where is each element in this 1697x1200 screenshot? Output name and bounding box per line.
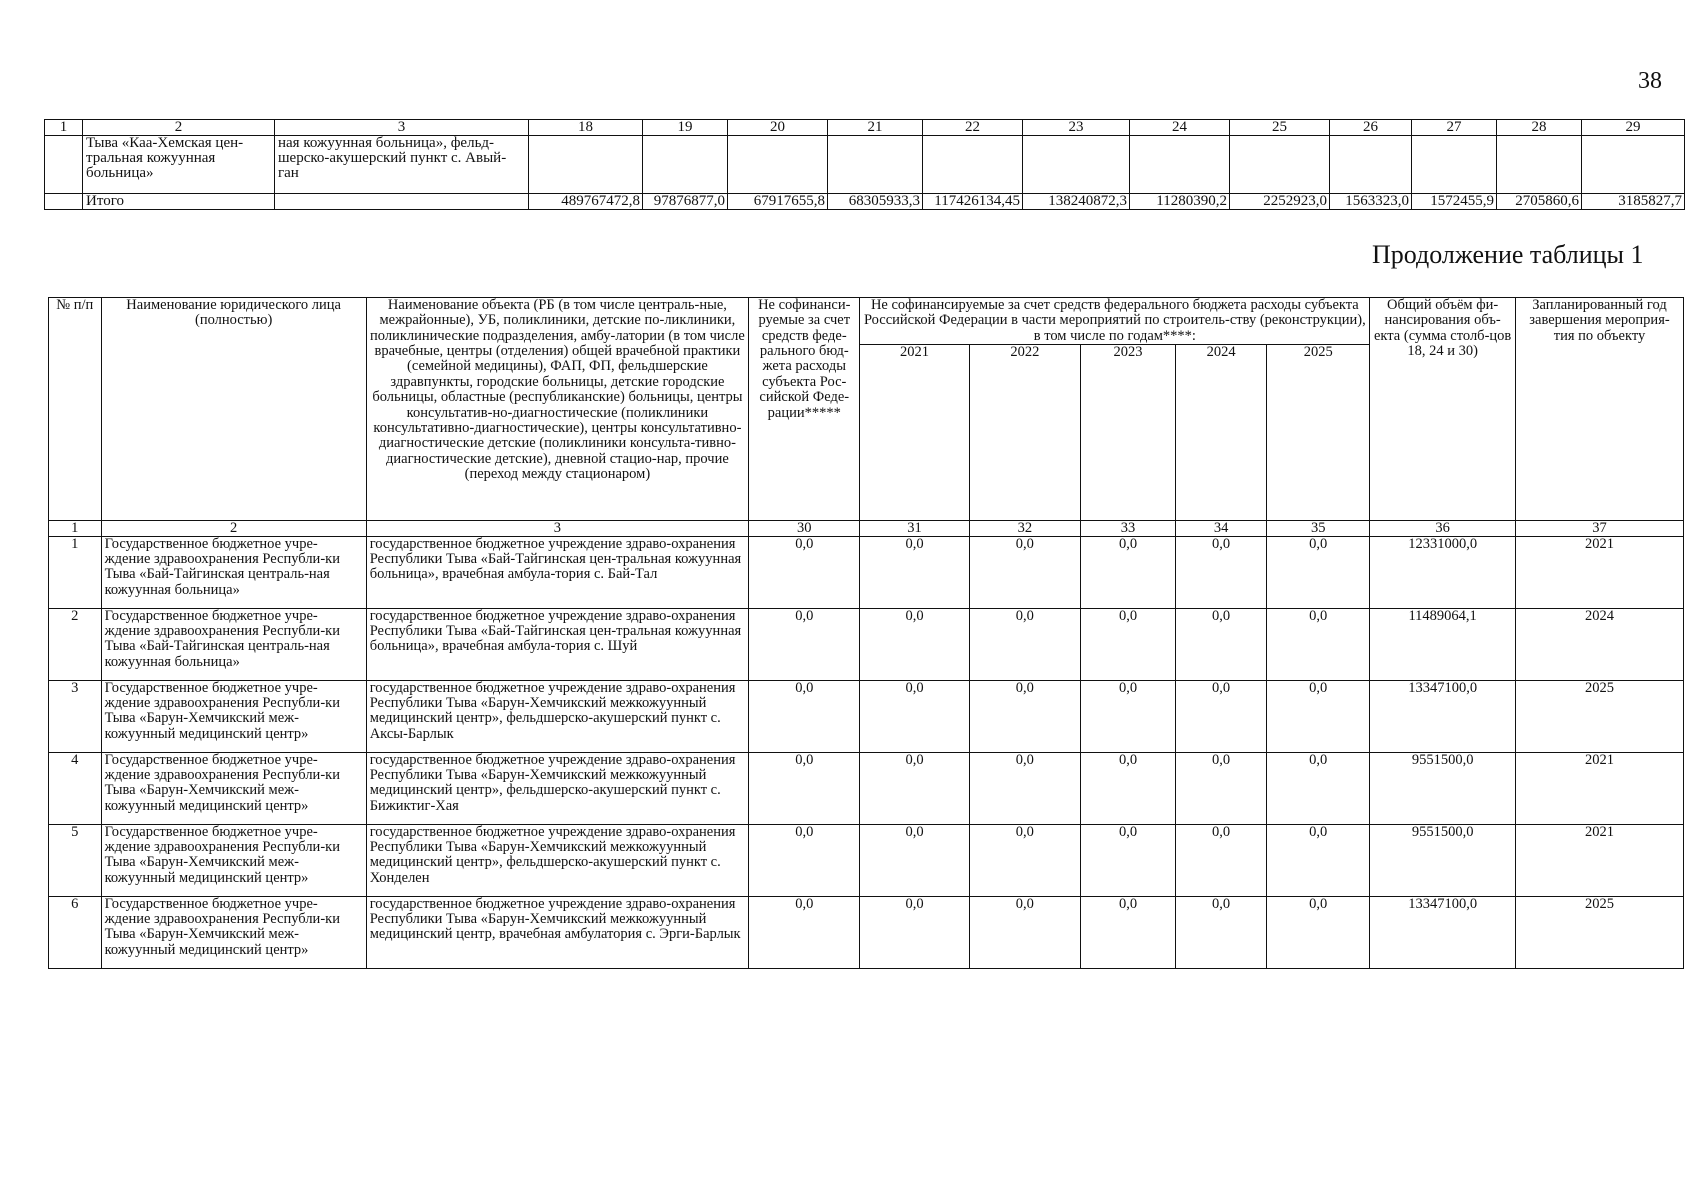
value-cell: 0,0: [1267, 896, 1370, 968]
column-number: 22: [923, 120, 1023, 136]
object-cell: государственное бюджетное учреждение здраво-охранения Республики Тыва «Барун-Хемчикский межкожуунный медицинский центр, врачебная амбулатория с. Эрги-Барлык: [366, 896, 748, 968]
header-year: 2021: [860, 345, 969, 521]
total-label: Итого: [83, 194, 275, 210]
column-number: 33: [1080, 521, 1175, 537]
column-number: 37: [1515, 521, 1683, 537]
column-number: 23: [1023, 120, 1130, 136]
column-number: 2: [83, 120, 275, 136]
legal-entity-cell: Государственное бюджетное учре-ждение здравоохранения Республи-ки Тыва «Барун-Хемчикский меж-кожуунный медицинский центр»: [101, 752, 366, 824]
value-cell: 0,0: [749, 536, 860, 608]
total-row: [45, 194, 1685, 210]
object-cell: государственное бюджетное учреждение здраво-охранения Республики Тыва «Барун-Хемчикский межкожуунный медицинский центр», фельдшерско-акушерский пункт с. Бижиктиг-Хая: [366, 752, 748, 824]
column-number: 18: [529, 120, 643, 136]
column-number: 30: [749, 521, 860, 537]
value-cell: 0,0: [860, 680, 969, 752]
header-year: 2024: [1176, 345, 1267, 521]
legal-entity-cell: Государственное бюджетное учре-ждение здравоохранения Республи-ки Тыва «Барун-Хемчикский меж-кожуунный медицинский центр»: [101, 824, 366, 896]
value-cell: 0,0: [1176, 824, 1267, 896]
header-not-cofinanced: Не софинанси-руемые за счет средств феде-рального бюд-жета расходы субъекта Рос-сийской Феде-рации*****: [749, 298, 860, 521]
legal-entity-cell: Государственное бюджетное учре-ждение здравоохранения Республи-ки Тыва «Барун-Хемчикский меж-кожуунный медицинский центр»: [101, 680, 366, 752]
table-row: [49, 752, 1684, 824]
header-planned-year: Запланированный год завершения мероприя-тия по объекту: [1515, 298, 1683, 521]
column-number: 21: [828, 120, 923, 136]
column-number: 32: [969, 521, 1080, 537]
header-not-cofinanced-by-years: Не софинансируемые за счет средств федерального бюджета расходы субъекта Российской Федерации в части мероприятий по строитель-ству (реконструкции), в том числе по годам****:: [860, 298, 1370, 345]
column-number: 27: [1412, 120, 1497, 136]
planned-year-cell: 2025: [1515, 896, 1683, 968]
value-cell: 0,0: [1176, 608, 1267, 680]
continued-table-fragment: [44, 119, 1685, 210]
value-cell: 0,0: [1080, 752, 1175, 824]
column-number: 24: [1130, 120, 1230, 136]
value-cell: 0,0: [749, 752, 860, 824]
column-number: 1: [49, 521, 102, 537]
value-cell: 0,0: [1080, 608, 1175, 680]
planned-year-cell: 2021: [1515, 824, 1683, 896]
total-value: 1572455,9: [1412, 194, 1497, 210]
value-cell: 0,0: [1267, 536, 1370, 608]
column-number: 3: [366, 521, 748, 537]
value-cell: 0,0: [1267, 680, 1370, 752]
value-cell: 0,0: [860, 536, 969, 608]
value-cell: 0,0: [749, 608, 860, 680]
value-cell: 0,0: [1080, 680, 1175, 752]
total-value: 2252923,0: [1230, 194, 1330, 210]
value-cell: 0,0: [969, 680, 1080, 752]
total-value: 117426134,45: [923, 194, 1023, 210]
column-number: 26: [1330, 120, 1412, 136]
total-volume-cell: 13347100,0: [1370, 680, 1516, 752]
value-cell: 0,0: [969, 824, 1080, 896]
row-number: 6: [49, 896, 102, 968]
object-cell: ная кожуунная больница», фельд-шерско-акушерский пункт с. Авый-ган: [275, 136, 529, 194]
value-cell: 0,0: [1176, 680, 1267, 752]
total-value: 97876877,0: [643, 194, 728, 210]
object-cell: государственное бюджетное учреждение здраво-охранения Республики Тыва «Барун-Хемчикский межкожуунный медицинский центр», фельдшерско-акушерский пункт с. Хонделен: [366, 824, 748, 896]
value-cell: 0,0: [1176, 896, 1267, 968]
value-cell: 0,0: [1080, 536, 1175, 608]
total-value: 68305933,3: [828, 194, 923, 210]
value-cell: 0,0: [1267, 824, 1370, 896]
column-number: 1: [45, 120, 83, 136]
value-cell: 0,0: [1080, 896, 1175, 968]
value-cell: 0,0: [969, 896, 1080, 968]
column-number: 29: [1582, 120, 1685, 136]
total-value: 489767472,8: [529, 194, 643, 210]
page-number: 38: [1638, 68, 1662, 94]
legal-entity-cell: Государственное бюджетное учре-ждение здравоохранения Республи-ки Тыва «Бай-Тайгинская централь-ная кожуунная больница»: [101, 536, 366, 608]
value-cell: 0,0: [969, 536, 1080, 608]
column-number: 19: [643, 120, 728, 136]
row-number: 1: [49, 536, 102, 608]
row-number: 4: [49, 752, 102, 824]
column-number: 25: [1230, 120, 1330, 136]
value-cell: 0,0: [1080, 824, 1175, 896]
column-number-row: [45, 120, 1685, 136]
total-value: 138240872,3: [1023, 194, 1130, 210]
column-number: 28: [1497, 120, 1582, 136]
header-year: 2025: [1267, 345, 1370, 521]
value-cell: 0,0: [860, 896, 969, 968]
table-row: [49, 896, 1684, 968]
planned-year-cell: 2025: [1515, 680, 1683, 752]
table-row: [49, 680, 1684, 752]
total-volume-cell: 9551500,0: [1370, 824, 1516, 896]
column-number: 2: [101, 521, 366, 537]
table-row: [49, 824, 1684, 896]
value-cell: 0,0: [1267, 752, 1370, 824]
value-cell: 0,0: [969, 752, 1080, 824]
header-object: Наименование объекта (РБ (в том числе централь-ные, межрайонные), УБ, поликлиники, детские по-ликлиники, поликлинические подразделения, амбу-латории (в том числе врачебные, центры (отделения) общей врачебной практики (семейной медицины), ФАП, ФП, фельдшерские здравпункты, городские больницы, детские городские больницы, областные (республиканские) больницы, центры консультатив-но-диагностические (поликлиники консультативно-диагностические), центры консультативно-диагностические детские (поликлиники консульта-тивно-диагностические детские), дневной стацио-нар, прочие (переход между стационаром): [366, 298, 748, 521]
total-volume-cell: 12331000,0: [1370, 536, 1516, 608]
header-year: 2022: [969, 345, 1080, 521]
row-number: 2: [49, 608, 102, 680]
value-cell: 0,0: [969, 608, 1080, 680]
column-number: 34: [1176, 521, 1267, 537]
planned-year-cell: 2021: [1515, 752, 1683, 824]
column-number: 35: [1267, 521, 1370, 537]
total-volume-cell: 11489064,1: [1370, 608, 1516, 680]
value-cell: 0,0: [1267, 608, 1370, 680]
header-row: [49, 298, 1684, 345]
value-cell: 0,0: [860, 824, 969, 896]
column-number: 3: [275, 120, 529, 136]
column-number: 20: [728, 120, 828, 136]
row-number: 3: [49, 680, 102, 752]
header-total-volume: Общий объём фи-нансирования объ-екта (сумма столб-цов 18, 24 и 30): [1370, 298, 1516, 521]
total-value: 1563323,0: [1330, 194, 1412, 210]
total-value: 3185827,7: [1582, 194, 1685, 210]
total-volume-cell: 13347100,0: [1370, 896, 1516, 968]
table-row: [49, 608, 1684, 680]
value-cell: 0,0: [1176, 752, 1267, 824]
header-num: № п/п: [49, 298, 102, 521]
total-value: 2705860,6: [1497, 194, 1582, 210]
planned-year-cell: 2024: [1515, 608, 1683, 680]
total-value: 11280390,2: [1130, 194, 1230, 210]
value-cell: 0,0: [860, 752, 969, 824]
table-row: [45, 136, 1685, 194]
object-cell: государственное бюджетное учреждение здраво-охранения Республики Тыва «Бай-Тайгинская цен-тральная кожуунная больница», врачебная амбула-тория с. Шуй: [366, 608, 748, 680]
object-cell: государственное бюджетное учреждение здраво-охранения Республики Тыва «Бай-Тайгинская цен-тральная кожуунная больница», врачебная амбула-тория с. Бай-Тал: [366, 536, 748, 608]
column-number: 31: [860, 521, 969, 537]
header-legal-entity: Наименование юридического лица (полностью): [101, 298, 366, 521]
planned-year-cell: 2021: [1515, 536, 1683, 608]
value-cell: 0,0: [860, 608, 969, 680]
row-number: 5: [49, 824, 102, 896]
total-value: 67917655,8: [728, 194, 828, 210]
legal-entity-cell: Государственное бюджетное учре-ждение здравоохранения Республи-ки Тыва «Бай-Тайгинская централь-ная кожуунная больница»: [101, 608, 366, 680]
object-cell: государственное бюджетное учреждение здраво-охранения Республики Тыва «Барун-Хемчикский межкожуунный медицинский центр», фельдшерско-акушерский пункт с. Аксы-Барлык: [366, 680, 748, 752]
legal-entity-cell: Государственное бюджетное учре-ждение здравоохранения Республи-ки Тыва «Барун-Хемчикский меж-кожуунный медицинский центр»: [101, 896, 366, 968]
header-year: 2023: [1080, 345, 1175, 521]
table-row: [49, 536, 1684, 608]
value-cell: 0,0: [749, 680, 860, 752]
legal-entity-cell: Тыва «Каа-Хемская цен-тральная кожуунная больница»: [83, 136, 275, 194]
value-cell: 0,0: [1176, 536, 1267, 608]
value-cell: 0,0: [749, 824, 860, 896]
column-number-row: [49, 521, 1684, 537]
continuation-title: Продолжение таблицы 1: [1372, 240, 1644, 269]
main-table: [48, 297, 1684, 969]
column-number: 36: [1370, 521, 1516, 537]
total-volume-cell: 9551500,0: [1370, 752, 1516, 824]
value-cell: 0,0: [749, 896, 860, 968]
